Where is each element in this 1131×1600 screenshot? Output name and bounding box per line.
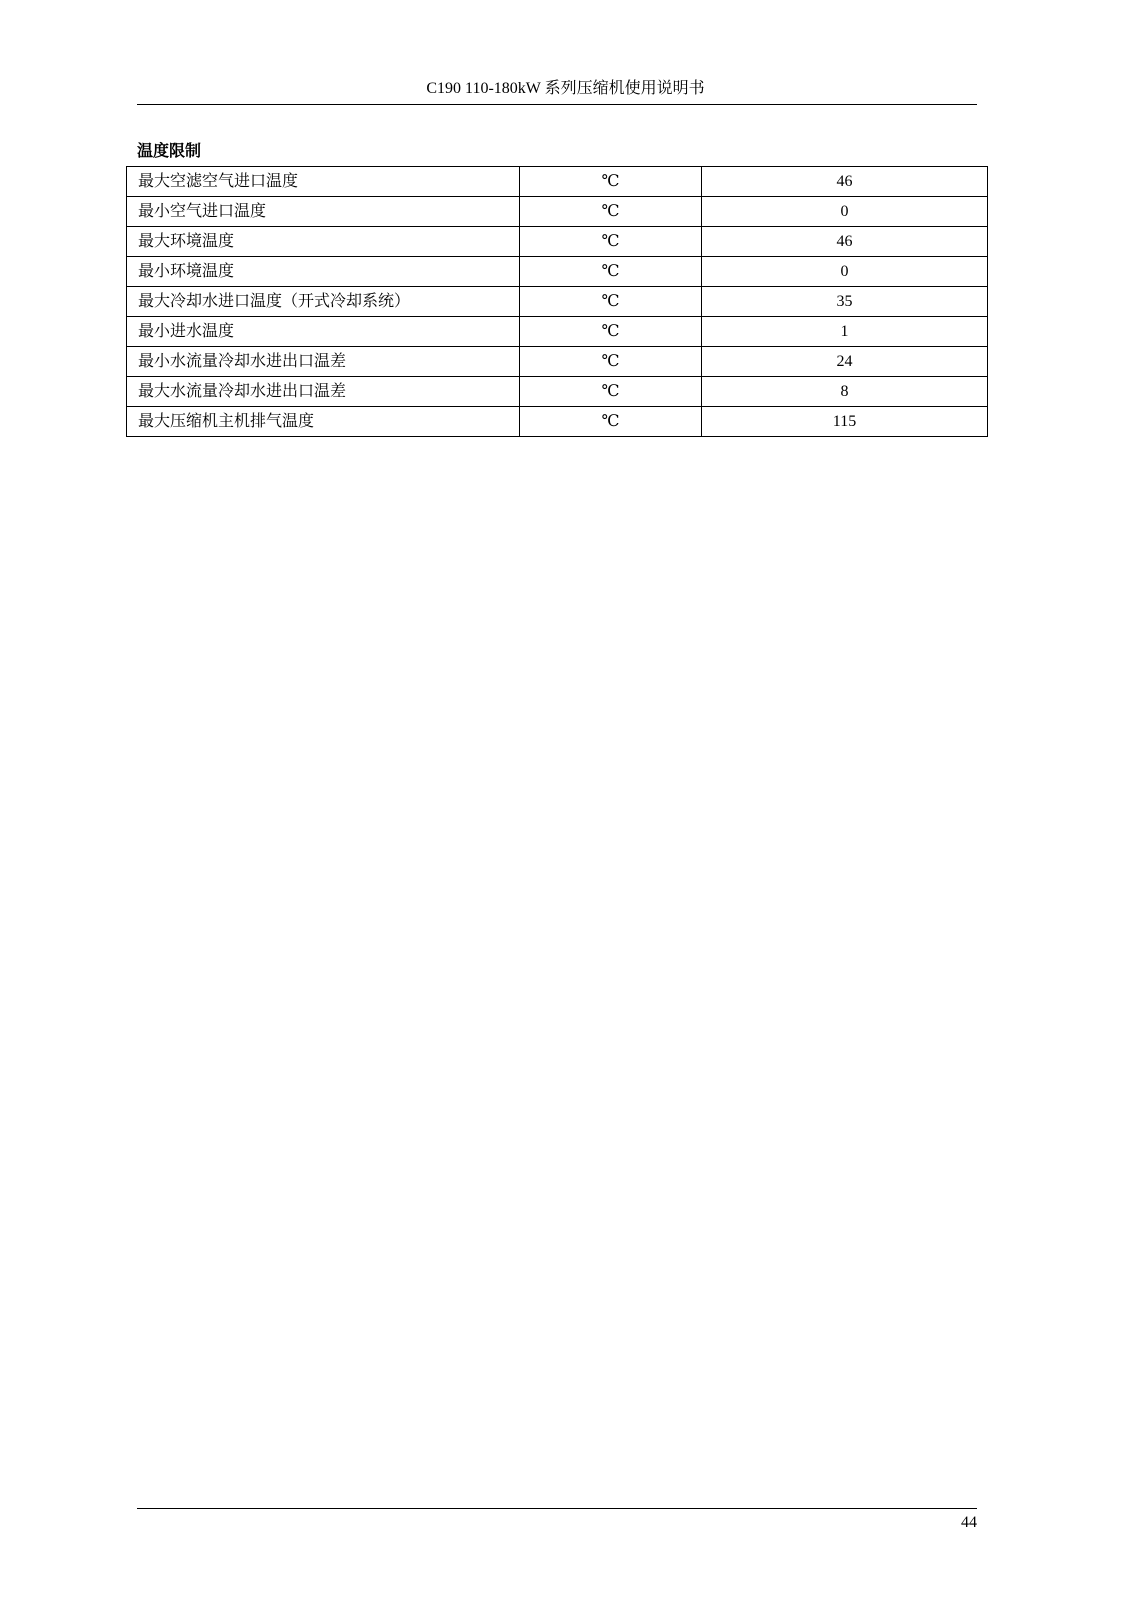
- table-row: [127, 317, 988, 347]
- limit-name: 最大冷却水进口温度（开式冷却系统）: [127, 287, 520, 317]
- limit-value: 46: [702, 167, 988, 197]
- limit-unit: ℃: [520, 377, 702, 407]
- table-row: [127, 287, 988, 317]
- header-divider: [137, 104, 977, 105]
- page-number: 44: [961, 1514, 977, 1531]
- limit-name: 最大压缩机主机排气温度: [127, 407, 520, 437]
- limit-name: 最小空气进口温度: [127, 197, 520, 227]
- limit-unit: ℃: [520, 317, 702, 347]
- table-row: [127, 257, 988, 287]
- limit-name: 最小环境温度: [127, 257, 520, 287]
- limit-unit: ℃: [520, 197, 702, 227]
- limit-value: 46: [702, 227, 988, 257]
- page-header-title: C190 110-180kW 系列压缩机使用说明书: [426, 80, 705, 97]
- limit-unit: ℃: [520, 347, 702, 377]
- limit-name: 最小水流量冷却水进出口温差: [127, 347, 520, 377]
- table-row: [127, 407, 988, 437]
- limit-name: 最小进水温度: [127, 317, 520, 347]
- limit-value: 24: [702, 347, 988, 377]
- limit-unit: ℃: [520, 257, 702, 287]
- temperature-limits-table: [126, 166, 988, 437]
- table-row: [127, 227, 988, 257]
- limit-unit: ℃: [520, 227, 702, 257]
- limit-name: 最大空滤空气进口温度: [127, 167, 520, 197]
- limit-name: 最大环境温度: [127, 227, 520, 257]
- limit-value: 115: [702, 407, 988, 437]
- limit-name: 最大水流量冷却水进出口温差: [127, 377, 520, 407]
- limit-value: 0: [702, 257, 988, 287]
- table-row: [127, 347, 988, 377]
- limit-value: 0: [702, 197, 988, 227]
- limit-value: 1: [702, 317, 988, 347]
- limit-unit: ℃: [520, 167, 702, 197]
- table-row: [127, 197, 988, 227]
- footer-divider: [137, 1508, 977, 1509]
- limit-value: 8: [702, 377, 988, 407]
- limit-unit: ℃: [520, 407, 702, 437]
- table-row: [127, 167, 988, 197]
- limit-unit: ℃: [520, 287, 702, 317]
- section-heading: 温度限制: [137, 141, 202, 160]
- table-row: [127, 377, 988, 407]
- limit-value: 35: [702, 287, 988, 317]
